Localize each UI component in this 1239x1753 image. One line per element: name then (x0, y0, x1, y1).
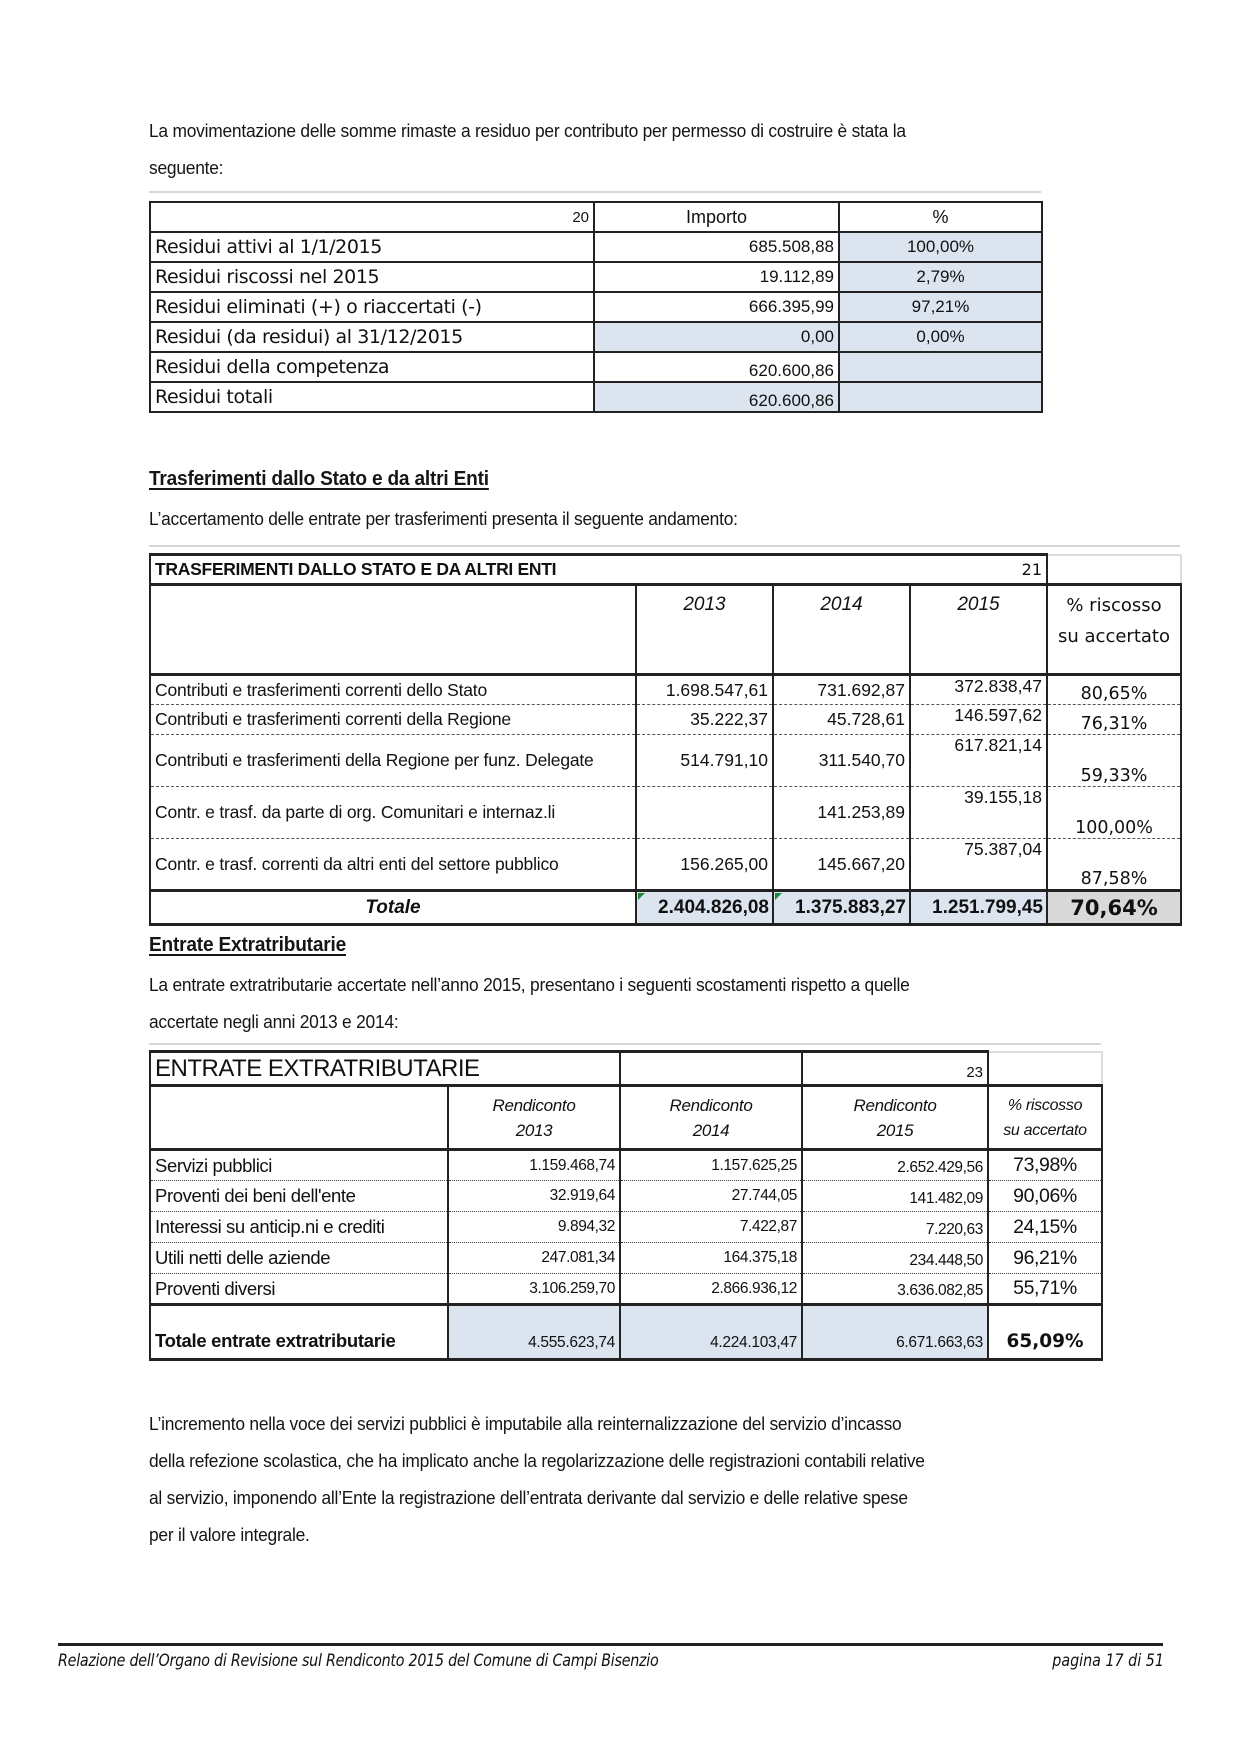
table-ref-number: 21 (910, 555, 1047, 585)
table-ref-number: 23 (802, 1052, 988, 1086)
column-header-2013 (448, 1086, 620, 1150)
total-pct: 65,09% (988, 1305, 1102, 1360)
row-importo: 666.395,99 (594, 292, 839, 322)
footer-divider (58, 1643, 1163, 1646)
row-importo: 620.600,86 (594, 352, 839, 382)
row-2015: 146.597,62 (910, 705, 1047, 735)
header-line-1: Rendiconto (853, 1095, 937, 1115)
table-header-row (150, 1086, 1102, 1150)
table-row (150, 705, 1181, 735)
row-pct: 0,00% (839, 322, 1042, 352)
row-2015: 3.636.082,85 (802, 1274, 988, 1305)
row-2013: 1.159.468,74 (448, 1150, 620, 1181)
row-label: Contributi e trasferimenti della Regione per funz. Delegate (150, 735, 636, 787)
table-title-row (150, 555, 1181, 585)
row-label: Residui riscossi nel 2015 (150, 262, 594, 292)
table-total-row (150, 891, 1181, 925)
extratributarie-intro-line-2: accertate negli anni 2013 e 2014: (149, 1011, 399, 1032)
row-label: Residui attivi al 1/1/2015 (150, 232, 594, 262)
closing-line-4: per il valore integrale. (149, 1524, 310, 1545)
row-label: Residui totali (150, 382, 594, 412)
row-pct: 90,06% (988, 1181, 1102, 1212)
row-label: Residui della competenza (150, 352, 594, 382)
closing-line-2: della refezione scolastica, che ha implicato anche la regolarizzazione delle registrazioni contabili relative (149, 1450, 925, 1471)
table-row (150, 1274, 1102, 1305)
row-2014: 2.866.936,12 (620, 1274, 802, 1305)
row-2014: 145.667,20 (773, 839, 910, 891)
row-importo: 19.112,89 (594, 262, 839, 292)
table-row (150, 232, 1042, 262)
row-2015: 617.821,14 (910, 735, 1047, 787)
row-label: Contr. e trasf. da parte di org. Comunitari e internaz.li (150, 787, 636, 839)
row-label: Contributi e trasferimenti correnti della Regione (150, 705, 636, 735)
empty-cell (620, 1052, 802, 1086)
column-header-2013: 2013 (636, 585, 773, 675)
row-2014: 164.375,18 (620, 1243, 802, 1274)
pct-header-line-2: su accertato (1058, 626, 1170, 647)
empty-cell (1047, 555, 1181, 585)
row-label: Utili netti delle aziende (150, 1243, 448, 1274)
pct-header-line-1: % riscosso (1066, 595, 1162, 616)
total-2013 (636, 891, 773, 925)
row-2013 (636, 787, 773, 839)
row-2013: 3.106.259,70 (448, 1274, 620, 1305)
row-pct (839, 352, 1042, 382)
table-row (150, 787, 1181, 839)
trasferimenti-table (149, 553, 1182, 926)
total-2015: 6.671.663,63 (802, 1305, 988, 1360)
footer-title: Relazione dell’Organo di Revisione sul Rendiconto 2015 del Comune di Campi Bisenzio (58, 1651, 659, 1671)
table-header-row (150, 202, 1042, 232)
total-2015: 1.251.799,45 (910, 891, 1047, 925)
row-importo: 0,00 (594, 322, 839, 352)
total-2014: 4.224.103,47 (620, 1305, 802, 1360)
table-row (150, 735, 1181, 787)
total-2013-value: 2.404.826,08 (658, 896, 769, 918)
header-line-1: Rendiconto (669, 1095, 753, 1115)
row-pct: 55,71% (988, 1274, 1102, 1305)
row-label: Residui (da residui) al 31/12/2015 (150, 322, 594, 352)
table-row (150, 1212, 1102, 1243)
column-header-pct (988, 1086, 1102, 1150)
section-heading-extratributarie: Entrate Extratributarie (149, 933, 347, 956)
empty-header-cell (150, 1086, 448, 1150)
row-2014: 141.253,89 (773, 787, 910, 839)
row-pct: 59,33% (1047, 735, 1181, 787)
column-header-importo: Importo (594, 202, 839, 232)
row-pct: 96,21% (988, 1243, 1102, 1274)
extratributarie-intro-line-1: La entrate extratributarie accertate nell’anno 2015, presentano i seguenti scostamenti rispetto a quelle (149, 974, 910, 995)
row-label: Contr. e trasf. correnti da altri enti del settore pubblico (150, 839, 636, 891)
row-2014: 1.157.625,25 (620, 1150, 802, 1181)
intro-line-2: seguente: (149, 157, 224, 178)
row-2013: 247.081,34 (448, 1243, 620, 1274)
row-label: Residui eliminati (+) o riaccertati (-) (150, 292, 594, 322)
row-2014: 27.744,05 (620, 1181, 802, 1212)
row-2015: 7.220,63 (802, 1212, 988, 1243)
row-2013: 9.894,32 (448, 1212, 620, 1243)
page-number: pagina 17 di 51 (1052, 1651, 1164, 1671)
row-2015: 75.387,04 (910, 839, 1047, 891)
table-total-row (150, 1305, 1102, 1360)
row-2015: 372.838,47 (910, 675, 1047, 705)
total-label: Totale (150, 891, 636, 925)
total-label: Totale entrate extratributarie (150, 1305, 448, 1360)
row-importo: 685.508,88 (594, 232, 839, 262)
table-row (150, 839, 1181, 891)
total-2013: 4.555.623,74 (448, 1305, 620, 1360)
error-indicator-icon (775, 893, 782, 900)
row-importo: 620.600,86 (594, 382, 839, 412)
table-title: TRASFERIMENTI DALLO STATO E DA ALTRI ENTI (150, 555, 910, 585)
row-2014: 731.692,87 (773, 675, 910, 705)
intro-paragraph (149, 112, 906, 186)
total-pct: 70,64% (1047, 891, 1181, 925)
closing-line-3: al servizio, imponendo all’Ente la registrazione dell’entrata derivante dal servizio e delle relative spese (149, 1487, 908, 1508)
column-header-percent: % (839, 202, 1042, 232)
row-2013: 514.791,10 (636, 735, 773, 787)
row-2014: 7.422,87 (620, 1212, 802, 1243)
table-row (150, 1150, 1102, 1181)
row-2013: 35.222,37 (636, 705, 773, 735)
row-2015: 39.155,18 (910, 787, 1047, 839)
empty-cell (988, 1052, 1102, 1086)
empty-header-cell (150, 585, 636, 675)
row-pct: 87,58% (1047, 839, 1181, 891)
residui-table (149, 201, 1043, 413)
row-pct: 80,65% (1047, 675, 1181, 705)
column-header-pct (1047, 585, 1181, 675)
row-label: Proventi dei beni dell'ente (150, 1181, 448, 1212)
row-pct: 97,21% (839, 292, 1042, 322)
column-header-2015 (802, 1086, 988, 1150)
row-pct: 2,79% (839, 262, 1042, 292)
column-header-2014 (620, 1086, 802, 1150)
column-header-2015: 2015 (910, 585, 1047, 675)
row-pct: 24,15% (988, 1212, 1102, 1243)
row-label: Servizi pubblici (150, 1150, 448, 1181)
row-pct: 100,00% (839, 232, 1042, 262)
row-2013: 32.919,64 (448, 1181, 620, 1212)
header-line-2: 2015 (876, 1120, 914, 1140)
row-2013: 156.265,00 (636, 839, 773, 891)
header-line-2: 2013 (515, 1120, 553, 1140)
row-pct: 73,98% (988, 1150, 1102, 1181)
header-line-1: Rendiconto (492, 1095, 576, 1115)
closing-line-1: L’incremento nella voce dei servizi pubblici è imputabile alla reinternalizzazione del servizio d’incasso (149, 1413, 902, 1434)
header-line-2: 2014 (692, 1120, 730, 1140)
extratributarie-intro (149, 966, 910, 1040)
table-title-row (150, 1052, 1102, 1086)
error-indicator-icon (638, 893, 645, 900)
table-row (150, 292, 1042, 322)
total-2014 (773, 891, 910, 925)
section-heading-trasferimenti: Trasferimenti dallo Stato e da altri Enti (149, 467, 489, 490)
closing-paragraph (149, 1405, 925, 1553)
trasferimenti-intro: L’accertamento delle entrate per trasferimenti presenta il seguente andamento: (149, 508, 738, 529)
extratributarie-table (149, 1050, 1103, 1361)
row-2015: 2.652.429,56 (802, 1150, 988, 1181)
row-2014: 311.540,70 (773, 735, 910, 787)
row-pct (839, 382, 1042, 412)
table-row (150, 322, 1042, 352)
row-label: Proventi diversi (150, 1274, 448, 1305)
row-label: Contributi e trasferimenti correnti dello Stato (150, 675, 636, 705)
row-2013: 1.698.547,61 (636, 675, 773, 705)
table-row (150, 1181, 1102, 1212)
table-row (150, 382, 1042, 412)
total-2014-value: 1.375.883,27 (795, 896, 906, 918)
row-label: Interessi su anticip.ni e crediti (150, 1212, 448, 1243)
row-2015: 141.482,09 (802, 1181, 988, 1212)
intro-line-1: La movimentazione delle somme rimaste a residuo per contributo per permesso di costruire è stata la (149, 120, 906, 141)
row-pct: 76,31% (1047, 705, 1181, 735)
header-line-1: % riscosso (1007, 1096, 1083, 1114)
table-title: ENTRATE EXTRATRIBUTARIE (150, 1052, 620, 1086)
table-row (150, 262, 1042, 292)
header-line-2: su accertato (1003, 1121, 1087, 1139)
row-2014: 45.728,61 (773, 705, 910, 735)
column-header-2014: 2014 (773, 585, 910, 675)
table-row (150, 675, 1181, 705)
table-row (150, 1243, 1102, 1274)
row-2015: 234.448,50 (802, 1243, 988, 1274)
table-ref-number: 20 (150, 202, 594, 232)
row-pct: 100,00% (1047, 787, 1181, 839)
table-header-row (150, 585, 1181, 675)
table-row (150, 352, 1042, 382)
